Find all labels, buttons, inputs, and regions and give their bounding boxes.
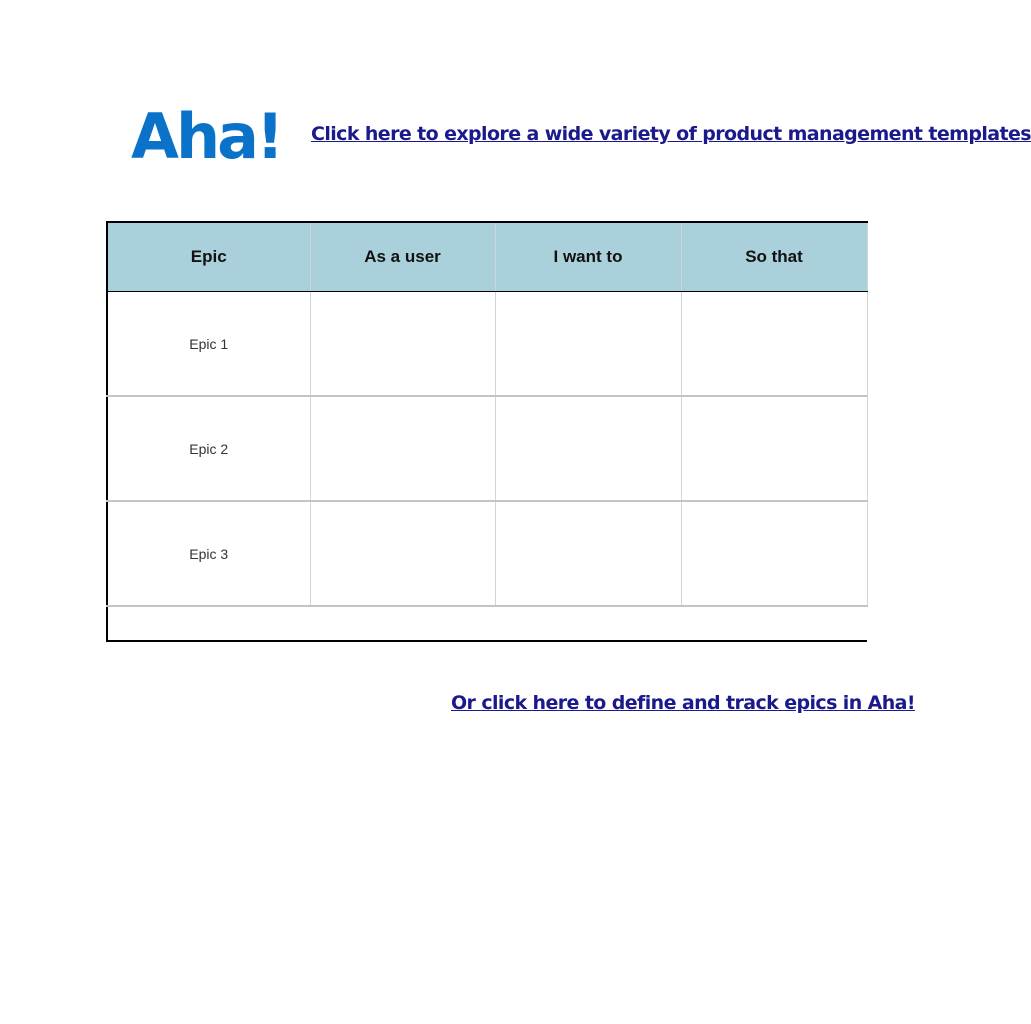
- as-a-user-cell[interactable]: [310, 501, 495, 606]
- so-that-cell[interactable]: [681, 292, 867, 397]
- table-header-row: [107, 222, 867, 292]
- table-footer-cell: [107, 606, 867, 641]
- table-row: [107, 501, 867, 606]
- so-that-cell[interactable]: [681, 396, 867, 501]
- epic-cell[interactable]: Epic 1: [107, 292, 310, 397]
- column-header-i-want-to: I want to: [495, 222, 681, 292]
- as-a-user-cell[interactable]: [310, 292, 495, 397]
- column-header-as-a-user: As a user: [310, 222, 495, 292]
- i-want-to-cell[interactable]: [495, 292, 681, 397]
- user-story-table-container: [106, 221, 803, 641]
- column-header-so-that: So that: [681, 222, 867, 292]
- explore-templates-link[interactable]: Click here to explore a wide variety of product management templates: [311, 123, 1031, 145]
- user-story-table: [106, 221, 868, 642]
- epic-cell[interactable]: Epic 2: [107, 396, 310, 501]
- i-want-to-cell[interactable]: [495, 396, 681, 501]
- aha-logo: Aha!: [131, 100, 282, 173]
- table-row: [107, 292, 867, 397]
- table-footer-row: [107, 606, 867, 641]
- i-want-to-cell[interactable]: [495, 501, 681, 606]
- top-link-container: [311, 120, 1031, 156]
- as-a-user-cell[interactable]: [310, 396, 495, 501]
- so-that-cell[interactable]: [681, 501, 867, 606]
- bottom-link-container: [451, 689, 915, 725]
- table-row: [107, 396, 867, 501]
- epic-cell[interactable]: Epic 3: [107, 501, 310, 606]
- define-epics-link[interactable]: Or click here to define and track epics in Aha!: [451, 692, 915, 714]
- column-header-epic: Epic: [107, 222, 310, 292]
